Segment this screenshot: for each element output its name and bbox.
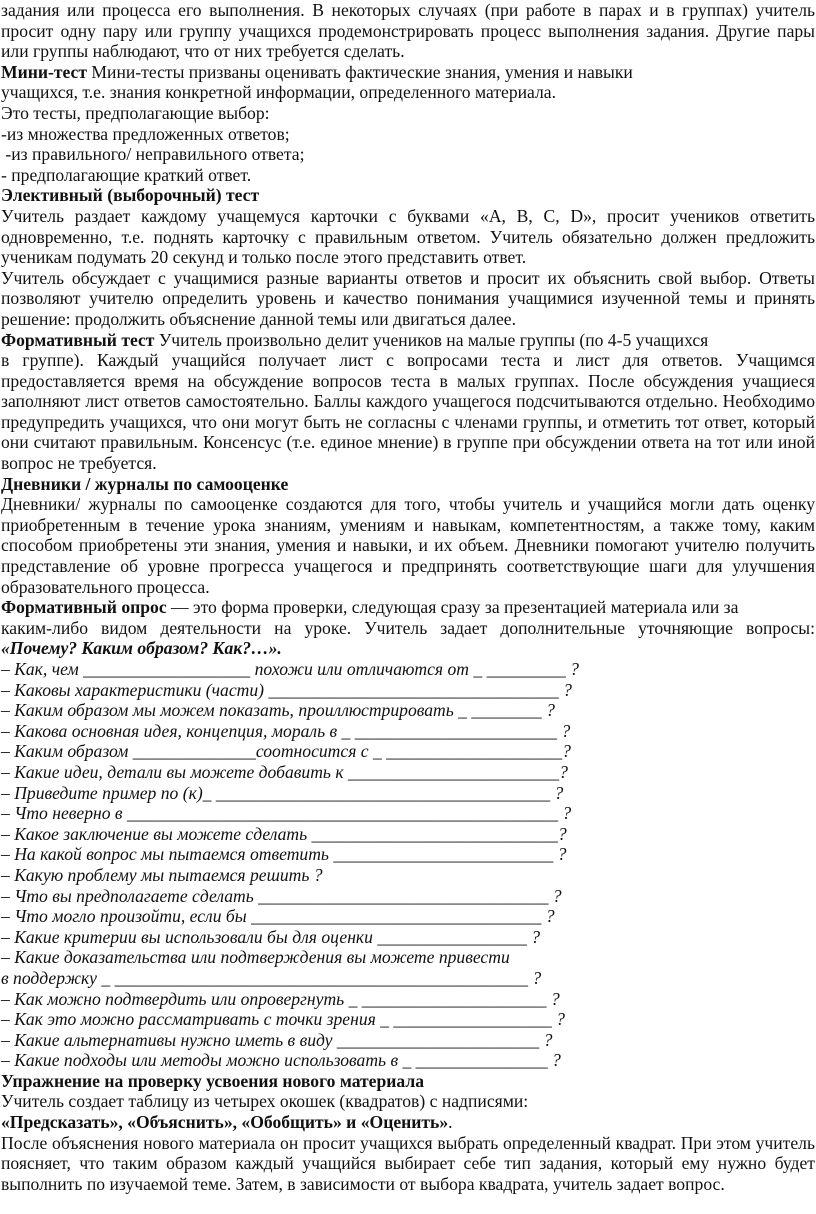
list-item: -из правильного/ неправильного ответа; [1, 144, 305, 165]
list-item: – Каковы характеристики (части) _________________________________ ? [1, 679, 572, 700]
questions-heading: «Почему? Каким образом? Как?…». [1, 638, 282, 659]
list-item: – Какие подходы или методы можно использовать в _ _______________ ? [1, 1050, 561, 1071]
list-item: – Что вы предполагаете сделать _________________________________ ? [1, 885, 562, 906]
list-item: – Каким образом ______________соотносится с _ ____________________? [1, 741, 571, 762]
formative-survey-paragraph-2: каким-либо видом деятельности на уроке. Учитель задает дополнительные уточняющие вопросы: «Почему? Каким образом? Как?…». [1, 617, 815, 659]
formative-test-heading: Формативный тест [1, 329, 155, 350]
list-item: – Как, чем ___________________ похожи или отличаются от _ _________ ? [1, 659, 579, 679]
list-item: – Приведите пример по (к)_ ______________________________________ ? [1, 782, 564, 803]
exercise-heading: Упражнение на проверку усвоения нового материала [1, 1070, 425, 1091]
formative-survey-paragraph: Формативный опрос — это форма проверки, следующая сразу за презентацией материала или за [1, 597, 739, 618]
list-item: в поддержку _ _______________________________________________ ? [1, 967, 542, 988]
list-item: – Что могло произойти, если бы _________________________________ ? [1, 906, 555, 927]
elective-test-heading: Элективный (выборочный) тест [1, 185, 260, 206]
exercise-labels: «Предсказать», «Объяснить», «Обобщить» и «Оценить». [1, 1112, 453, 1133]
diaries-heading: Дневники / журналы по самооценке [1, 473, 289, 494]
list-item: – Как это можно рассматривать с точки зрения _ __________________ ? [1, 1009, 565, 1030]
elective-test-paragraph-2: Учитель обсуждает с учащимися разные варианты ответов и просит их объяснить свой выбор. Ответы позволяют учителю определить уровень и качество понимания учащимися изученной темы и принять решение: продолжить объяснение данной темы или двигаться далее. [1, 267, 815, 329]
mini-test-text-3: Это тесты, предполагающие выбор: [1, 102, 270, 123]
list-item: – Какие критерии вы использовали бы для оценки _________________ ? [1, 926, 541, 947]
exercise-paragraph: После объяснения нового материала он просит учащихся выбрать определенный квадрат. При этом учитель поясняет, что таким образом каждый учащийся выбирает себе тип задания, который ему нужно будет выполнить по изучаемой теме. Затем, в зависимости от выбора квадрата, учитель задает вопрос. [1, 1132, 815, 1194]
diaries-paragraph: Дневники/ журналы по самооценке создаются для того, чтобы учитель и учащийся могли дать оценку приобретенным в течение урока знаниям, умениям и навыкам, компетентностям, а также тому, каким способом приобретены эти знания, умения и навыки, и их объем. Дневники помогают учителю получить представление об уровне прогресса учащегося и предпринять соответствующие шаги для улучшения образовательного процесса. [1, 494, 815, 597]
list-item: – На какой вопрос мы пытаемся ответить _________________________ ? [1, 844, 567, 865]
list-item: -из множества предложенных ответов; [1, 123, 290, 144]
elective-test-paragraph-1: Учитель раздает каждому учащемуся карточки с буквами «A, B, C, D», просит учеников ответить одновременно, т.е. поднять карточку с правильным ответом. Учитель обязательно должен предложить ученикам подумать 20 секунд и только после этого представить ответ. [1, 205, 815, 268]
list-item: – Какова основная идея, концепция, мораль в _ _______________________ ? [1, 720, 571, 741]
mini-test-paragraph [1, 62, 815, 83]
mini-test-text-2: учащихся, т.е. знания конкретной информации, определенного материала. [1, 82, 556, 103]
list-item: – Какую проблему мы пытаемся решить ? [1, 864, 323, 885]
intro-paragraph: задания или процесса его выполнения. В некоторых случаях (при работе в парах и в группах) учитель просит одну пару или группу учащихся продемонстрировать процесс выполнения задания. Другие пары или группы наблюдают, что от них требуется сделать. [1, 0, 815, 62]
exercise-text: Учитель создает таблицу из четырех окошек (квадратов) с надписями: [1, 1091, 529, 1112]
list-item: – Какие идеи, детали вы можете добавить к ________________________? [1, 761, 568, 782]
list-item: – Какое заключение вы можете сделать ____________________________? [1, 823, 567, 844]
formative-test-paragraph-2: в группе). Каждый учащийся получает лист с вопросами теста и лист для ответов. Учащимся предоставляется время на обсуждение вопросов теста в малых группах. После обсуждения учащиеся заполняют лист ответов самостоятельно. Баллы каждого учащегося подсчитываются отдельно. Необходимо предупредить учащихся, что они могут быть не согласны с членами группы, и отметить тот ответ, который они считают правильным. Консенсус (т.е. единое мнение) в группе при обсуждении ответа на тот или иной вопрос не требуется. [1, 350, 815, 474]
question-list [1, 659, 815, 1071]
formative-test-paragraph: Формативный тест Учитель произвольно делит учеников на малые группы (по 4-5 учащихся [1, 329, 709, 350]
mini-test-text: Мини-тесты призваны оценивать фактические знания, умения и навыки [87, 61, 633, 82]
formative-survey-heading: Формативный опрос [1, 597, 167, 618]
list-item: - предполагающие краткий ответ. [1, 164, 252, 185]
list-item: – Какие доказательства или подтверждения вы можете привести [1, 947, 510, 968]
mini-test-heading: Мини-тест [1, 61, 87, 82]
list-item: – Какие альтернативы нужно иметь в виду _______________________ ? [1, 1029, 553, 1050]
list-item: – Как можно подтвердить или опровергнуть _ _____________________ ? [1, 988, 560, 1009]
list-item: – Каким образом мы можем показать, проиллюстрировать _ ________ ? [1, 700, 555, 721]
list-item: – Что неверно в _________________________________________________ ? [1, 803, 572, 824]
